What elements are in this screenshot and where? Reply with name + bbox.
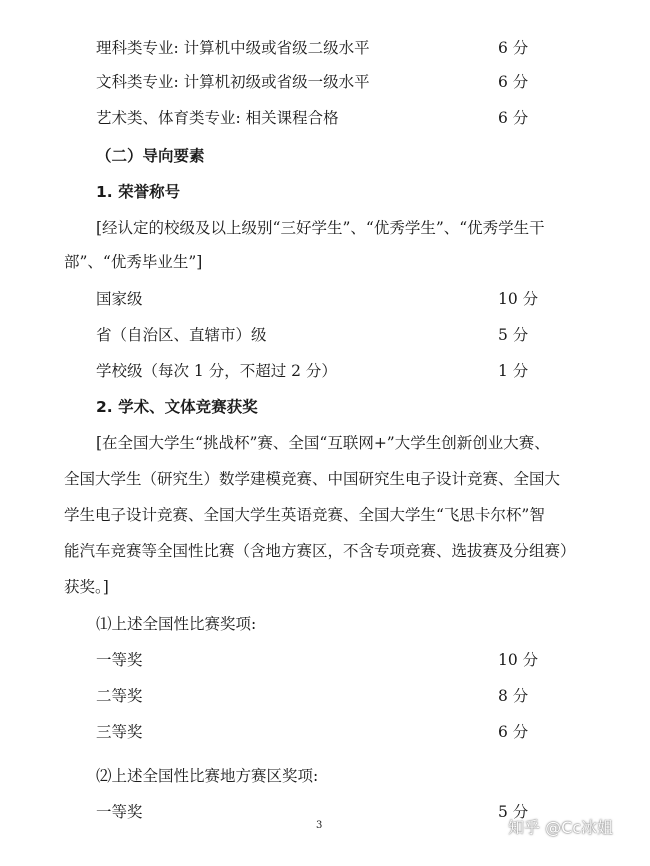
competition-note-line-2: 全国大学生（研究生）数学建模竞赛、中国研究生电子设计竞赛、全国大 bbox=[64, 470, 561, 488]
computer-item-science: 理科类专业: 计算机中级或省级二级水平 bbox=[96, 39, 370, 57]
national-first-prize-score: 10 分 bbox=[498, 651, 539, 669]
national-third-prize-score: 6 分 bbox=[498, 723, 529, 741]
national-third-prize: 三等奖 bbox=[96, 723, 143, 741]
honor-heading: 1. 荣誉称号 bbox=[96, 183, 181, 201]
honor-item-national-score: 10 分 bbox=[498, 290, 539, 308]
computer-item-arts-sports: 艺术类、体育类专业: 相关课程合格 bbox=[96, 109, 339, 127]
honor-note-line-1: [经认定的校级及以上级别“三好学生”、“优秀学生”、“优秀学生干 bbox=[96, 219, 545, 237]
regional-first-prize-score: 5 分 bbox=[498, 803, 529, 821]
honor-item-provincial-score: 5 分 bbox=[498, 326, 529, 344]
computer-item-liberal-arts-score: 6 分 bbox=[498, 73, 529, 91]
national-second-prize: 二等奖 bbox=[96, 687, 143, 705]
section-heading: （二）导向要素 bbox=[96, 147, 205, 165]
national-second-prize-score: 8 分 bbox=[498, 687, 529, 705]
competition-note-line-5: 获奖。] bbox=[64, 578, 109, 596]
competition-note-line-1: [在全国大学生“挑战杯”赛、全国“互联网+”大学生创新创业大赛、 bbox=[96, 434, 550, 452]
competition-note-line-3: 学生电子设计竞赛、全国大学生英语竞赛、全国大学生“飞思卡尔杯”智 bbox=[64, 506, 545, 524]
computer-item-arts-sports-score: 6 分 bbox=[498, 109, 529, 127]
honor-note-line-2: 部”、“优秀毕业生”] bbox=[64, 253, 203, 271]
honor-item-school-score: 1 分 bbox=[498, 362, 529, 380]
honor-item-national: 国家级 bbox=[96, 290, 143, 308]
computer-item-liberal-arts: 文科类专业: 计算机初级或省级一级水平 bbox=[96, 73, 370, 91]
page-number: 3 bbox=[316, 820, 323, 831]
honor-item-school: 学校级（每次 1 分，不超过 2 分） bbox=[96, 362, 337, 380]
computer-item-science-score: 6 分 bbox=[498, 39, 529, 57]
regional-first-prize: 一等奖 bbox=[96, 803, 143, 821]
national-first-prize: 一等奖 bbox=[96, 651, 143, 669]
competition-note-line-4: 能汽车竞赛等全国性比赛（含地方赛区，不含专项竞赛、选拔赛及分组赛） bbox=[64, 542, 576, 560]
watermark: 知乎 @Cc冰姐 bbox=[508, 818, 614, 837]
regional-awards-heading: ⑵上述全国性比赛地方赛区奖项: bbox=[96, 767, 319, 785]
honor-item-provincial: 省（自治区、直辖市）级 bbox=[96, 326, 267, 344]
national-awards-heading: ⑴上述全国性比赛奖项: bbox=[96, 615, 257, 633]
competition-heading: 2. 学术、文体竞赛获奖 bbox=[96, 398, 258, 416]
